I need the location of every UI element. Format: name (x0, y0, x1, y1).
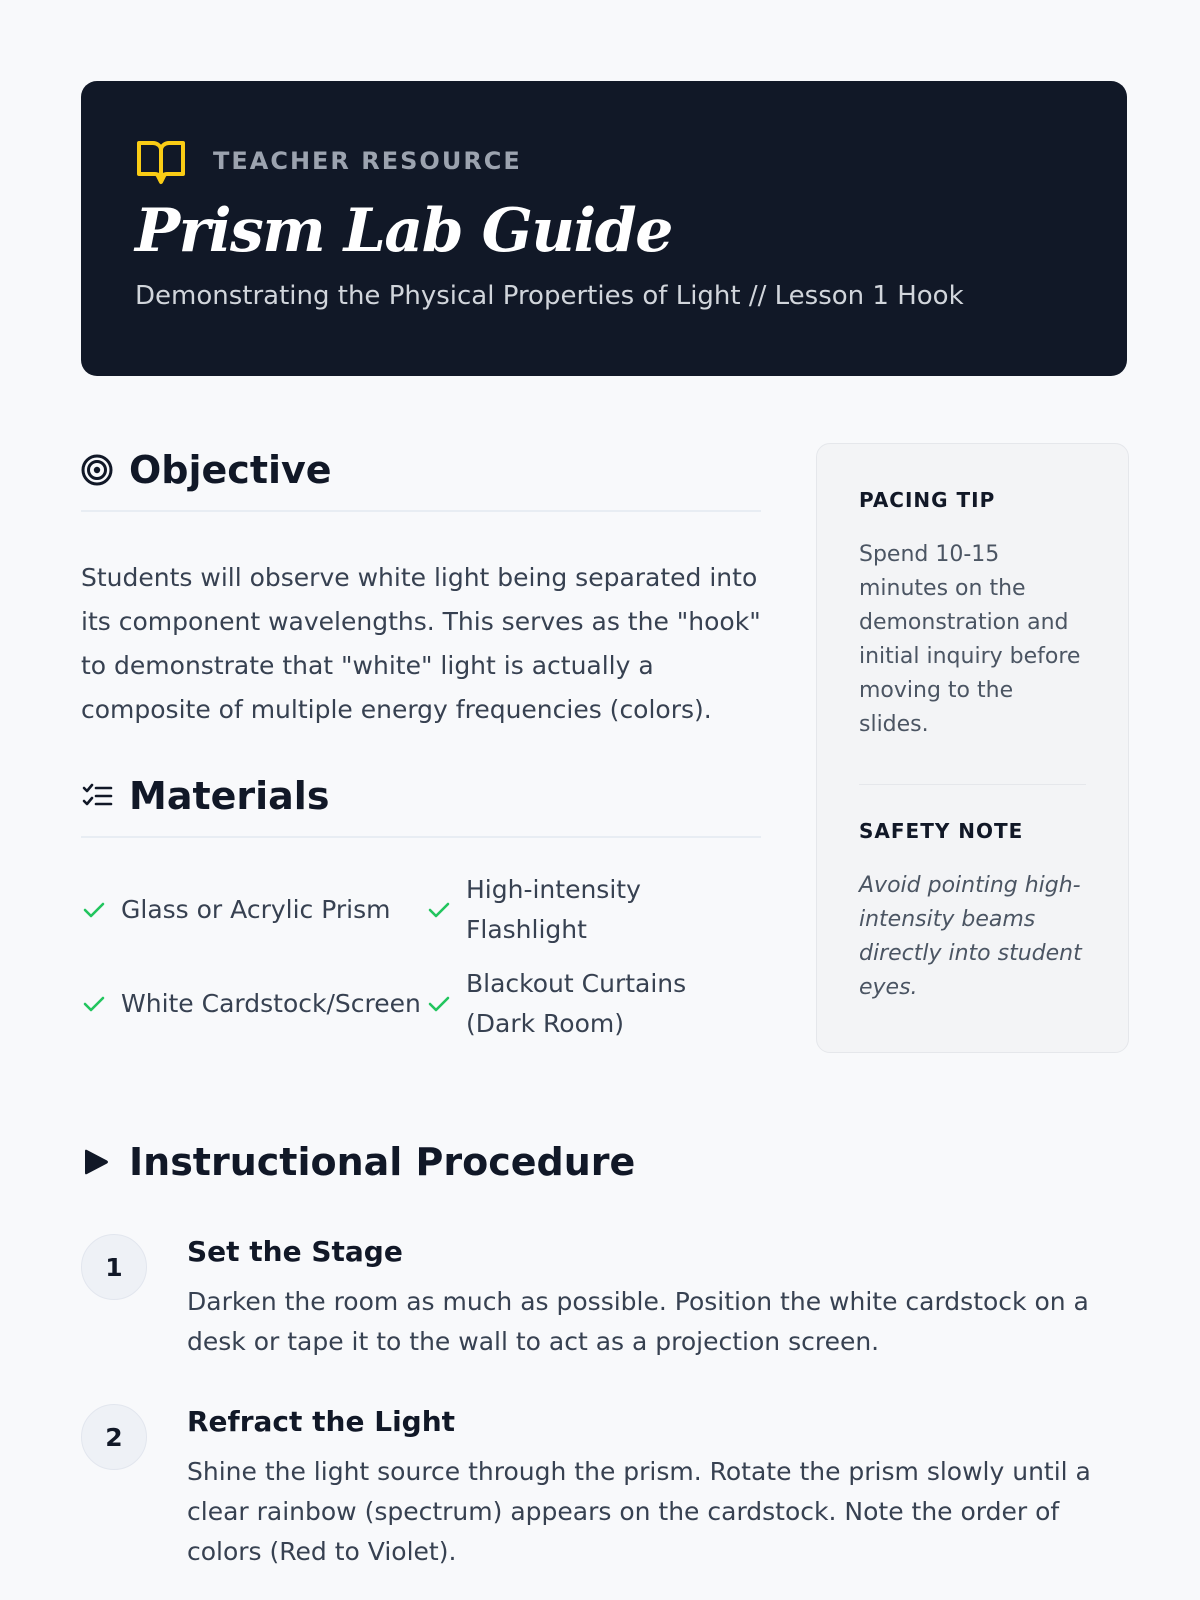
list-item (426, 870, 761, 950)
check-icon (81, 991, 107, 1017)
objective-text: Students will observe white light being separated into its component wavelengths. This serves as the "hook" to demonstrate that "white" light is actually a composite of multiple energy frequencies (colors). (81, 563, 761, 724)
divider (81, 510, 761, 512)
material-label: Blackout Curtains (Dark Room) (466, 969, 687, 1038)
check-icon (81, 897, 107, 923)
material-label: High-intensity Flashlight (466, 875, 641, 944)
procedure-step (81, 1404, 1127, 1572)
step-number: 1 (81, 1234, 147, 1300)
check-icon (426, 991, 452, 1017)
step-title: Set the Stage (187, 1235, 403, 1268)
checklist-icon (81, 780, 113, 812)
step-body (187, 1234, 1127, 1362)
eyebrow (135, 137, 1073, 185)
list-item (81, 964, 426, 1044)
target-icon (81, 454, 113, 486)
procedure-section (81, 1132, 1127, 1572)
section-header (81, 440, 761, 500)
procedure-step (81, 1234, 1127, 1362)
pacing-heading: PACING TIP (859, 488, 996, 512)
play-icon (81, 1146, 113, 1178)
page-subtitle: Demonstrating the Physical Properties of Light // Lesson 1 Hook (135, 281, 964, 311)
page-title: Prism Lab Guide (135, 196, 672, 266)
list-item (426, 964, 761, 1044)
section-title: Instructional Procedure (129, 1140, 636, 1184)
step-title: Refract the Light (187, 1405, 456, 1438)
main-column (81, 440, 761, 1044)
step-description: Shine the light source through the prism. Rotate the prism slowly until a clear rainbow (spectrum) appears on the cardstock. Note the order of colors (Red to Violet). (187, 1457, 1091, 1566)
material-label: White Cardstock/Screen (121, 989, 421, 1018)
divider (859, 784, 1086, 785)
materials-section (81, 766, 761, 1044)
sidebar-card (816, 443, 1129, 1053)
objective-section (81, 440, 761, 732)
header-banner (81, 81, 1127, 376)
list-item (81, 870, 426, 950)
section-title: Materials (129, 774, 330, 818)
material-label: Glass or Acrylic Prism (121, 895, 391, 924)
step-body (187, 1404, 1127, 1572)
step-description: Darken the room as much as possible. Position the white cardstock on a desk or tape it to the wall to act as a projection screen. (187, 1287, 1089, 1356)
eyebrow-text: TEACHER RESOURCE (213, 147, 522, 175)
materials-list (81, 870, 761, 1044)
check-icon (426, 897, 452, 923)
safety-heading: SAFETY NOTE (859, 819, 1024, 843)
section-header (81, 1132, 1127, 1192)
divider (81, 836, 761, 838)
section-title: Objective (129, 448, 332, 492)
section-header (81, 766, 761, 826)
safety-text: Avoid pointing high-intensity beams directly into student eyes. (859, 873, 1082, 1000)
step-number: 2 (81, 1404, 147, 1470)
pacing-text: Spend 10-15 minutes on the demonstration and initial inquiry before moving to the slides. (859, 542, 1081, 737)
book-open-icon (135, 137, 187, 185)
